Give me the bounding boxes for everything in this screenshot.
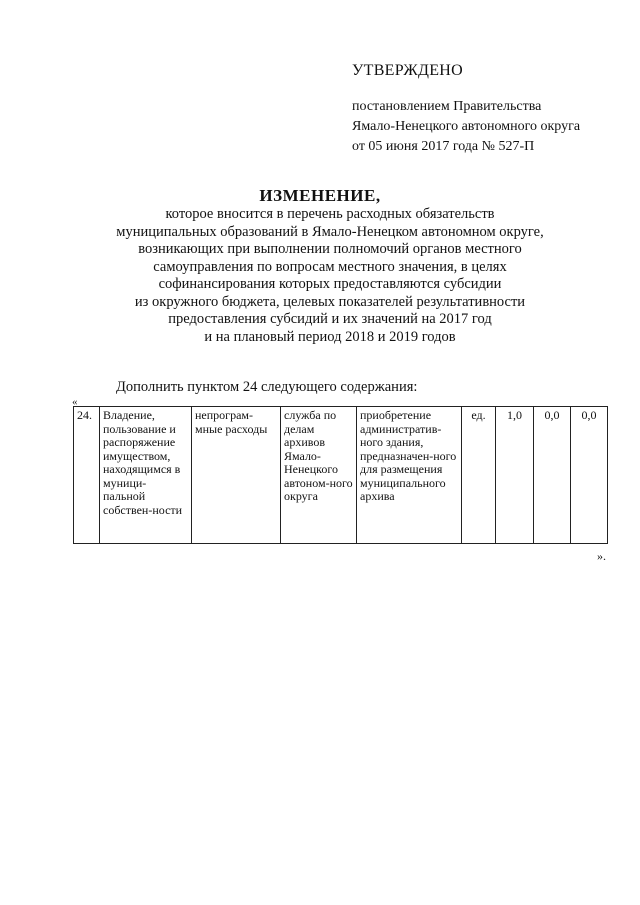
subtitle-line: возникающих при выполнении полномочий органов местного — [138, 241, 522, 257]
cell-administrator: служба по делам архивов Ямало-Ненецкого автоном-ного округа — [281, 407, 357, 544]
document-subtitle — [90, 206, 570, 346]
cell-obligation: Владение, пользование и распоряжение имуществом, находящимся в муници-пальной собствен-ности — [100, 407, 192, 544]
subtitle-line: самоуправления по вопросам местного значения, в целях — [153, 258, 507, 275]
cell-unit: ед. — [462, 407, 496, 544]
amendment-table — [73, 406, 608, 544]
approval-line: от 05 июня 2017 года № 527-П — [352, 139, 535, 154]
cell-program: непрограм-мные расходы — [192, 407, 281, 544]
subtitle-line: которое вносится в перечень расходных обязательств — [165, 206, 495, 222]
intro-text: Дополнить пунктом 24 следующего содержания: — [116, 379, 418, 395]
subtitle-line: предоставления субсидий и их значений на 2017 год — [168, 311, 492, 327]
approval-block — [352, 62, 580, 157]
approval-line: постановлением Правительства — [352, 99, 542, 114]
table-row — [74, 407, 608, 544]
open-quote-mark: « — [72, 396, 78, 408]
approval-line: Ямало-Ненецкого автономного округа — [352, 119, 581, 134]
cell-value-2018: 0,0 — [534, 407, 571, 544]
cell-indicator: приобретение административ-ного здания, предназначен-ного для размещения муниципального архива — [357, 407, 462, 544]
close-quote-mark: ». — [597, 549, 606, 563]
subtitle-line: из окружного бюджета, целевых показателей результативности — [134, 293, 526, 310]
cell-value-2017: 1,0 — [496, 407, 534, 544]
subtitle-line: софинансирования которых предоставляются субсидии — [158, 276, 502, 292]
subtitle-line: и на плановый период 2018 и 2019 годов — [204, 328, 456, 345]
approval-lines — [352, 97, 580, 157]
cell-value-2019: 0,0 — [571, 407, 608, 544]
approval-heading: УТВЕРЖДЕНО — [352, 62, 464, 79]
cell-number: 24. — [74, 407, 100, 544]
document-title: ИЗМЕНЕНИЕ, — [259, 186, 381, 205]
subtitle-line: муниципальных образований в Ямало-Ненецком автономном округе, — [116, 223, 544, 240]
